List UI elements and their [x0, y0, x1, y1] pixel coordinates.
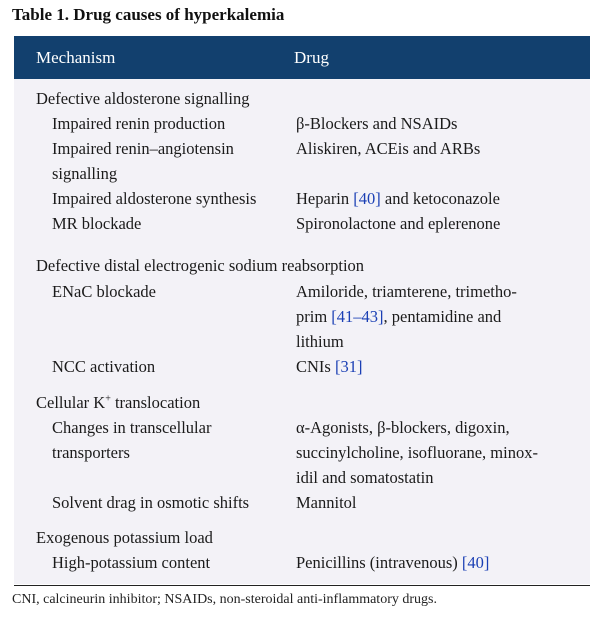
group-label-text: translocation — [110, 393, 201, 412]
mechanism-cell: Solvent drag in osmotic shifts — [52, 493, 250, 512]
mechanism-cell: MR blockade — [52, 214, 142, 233]
reference-link[interactable]: [40] — [353, 189, 381, 208]
reference-link[interactable]: [41–43] — [331, 307, 384, 326]
group-label: Exogenous potassium load — [36, 528, 213, 547]
drug-cell — [296, 553, 489, 573]
drug-text: , pentamidine and — [383, 307, 502, 326]
drug-cell: α-Agonists, β-blockers, digoxin, — [296, 418, 510, 437]
drug-cell: idil and somatostatin — [296, 468, 434, 487]
group-label-text: Cellular K — [36, 393, 106, 412]
mechanism-cell: Impaired renin production — [52, 114, 226, 133]
drug-text: prim — [296, 307, 332, 326]
header-drug: Drug — [294, 48, 329, 67]
drug-text: Penicillins (intravenous) — [296, 553, 462, 572]
group-label: Defective aldosterone signalling — [36, 89, 250, 108]
drug-cell: Spironolactone and eplerenone — [296, 214, 501, 233]
mechanism-cell: transporters — [52, 443, 130, 462]
reference-link[interactable]: [40] — [461, 553, 490, 572]
mechanism-cell: NCC activation — [52, 357, 156, 376]
drug-text: CNIs — [296, 357, 335, 376]
mechanism-cell: signalling — [52, 164, 118, 183]
drug-cell: Aliskiren, ACEis and ARBs — [296, 139, 481, 158]
table-title: Table 1. Drug causes of hyperkalemia — [12, 5, 285, 24]
drug-text: and ketoconazole — [380, 189, 500, 208]
drug-cell: Amiloride, triamterene, trimetho- — [296, 282, 517, 301]
mechanism-cell: Impaired aldosterone synthesis — [52, 189, 257, 208]
drug-cell: Mannitol — [296, 493, 357, 512]
drug-cell — [296, 307, 501, 327]
superscript: + — [105, 393, 111, 405]
drug-cell — [296, 357, 362, 377]
header-mechanism: Mechanism — [36, 48, 116, 67]
drug-text: Heparin — [296, 189, 354, 208]
mechanism-cell: Changes in transcellular — [52, 418, 212, 437]
bottom-rule — [14, 585, 590, 586]
table-footnote: CNI, calcineurin inhibitor; NSAIDs, non-steroidal anti-inflammatory drugs. — [12, 592, 437, 607]
mechanism-cell: Impaired renin–angiotensin — [52, 139, 234, 158]
table-body — [14, 79, 590, 584]
table-header — [14, 36, 590, 79]
mechanism-cell: ENaC blockade — [52, 282, 157, 301]
drug-cell: β-Blockers and NSAIDs — [296, 114, 458, 133]
drug-cell — [296, 189, 500, 209]
drug-cell: succinylcholine, isofluorane, minox- — [296, 443, 538, 462]
group-label: Defective distal electrogenic sodium reabsorption — [36, 256, 365, 275]
reference-link[interactable]: [31] — [334, 357, 363, 376]
group-label — [36, 393, 200, 413]
mechanism-cell: High-potassium content — [52, 553, 211, 572]
drug-cell: lithium — [296, 332, 344, 351]
